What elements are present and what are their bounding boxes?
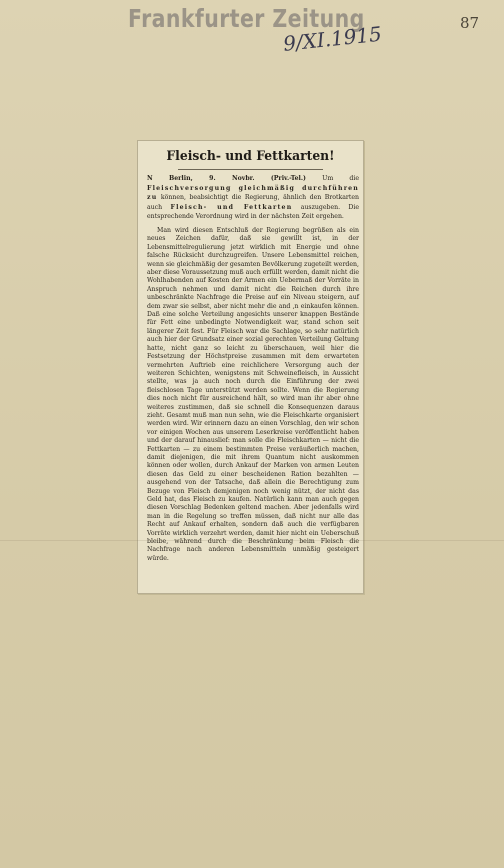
newspaper-clipping [137,140,364,594]
paper-fold-line [0,540,504,541]
lead-spaced-2: Fleisch- und Fettkarten [170,203,293,211]
article-lead [147,174,359,222]
article-body [147,227,359,563]
handwritten-date: 9/XI.1915 [282,21,383,56]
lead-text-2: können, beabsichtigt die Regierung, ähnlich den Brotkarten auch [147,194,359,211]
lead-spaced-1: Fleischversorgung gleichmäßig durchführen zu [147,184,359,201]
lead-text-3: auszugeben. Die entsprechende Verordnung wird in der nächsten Zeit ergehen. [147,203,360,220]
lead-text-1: Um die [305,175,359,182]
article-dateline: N Berlin, 9. Novbr. (Priv.-Tel.) [147,175,306,182]
newspaper-masthead: Frankfurter Zeitung [128,4,365,33]
article-body-paragraph: Man wird diesen Entschluß der Regierung begrüßen als ein neues Zeichen dafür, daß sie gewillt ist, in der Lebensmittelregulierung jetzt wirklich mit Energie und ohne falsche Rücksicht durchzugreifen. Unsere Lebensmittel reichen, wenn sie gleichmäßig der gesamten Bevölkerung zugeteilt werden, aber diese Voraussetzung muß auch erfüllt werden, damit nicht die Wohlhabenden auf Kosten der Armen ein Uebermaß der Vorräte in Anspruch nehmen und damit nicht die Reichen durch ihre unbeschränkte Nachfrage die Preise auf ein Niveau steigern, auf dem zwar sie selbst, aber nicht mehr die and ,n einkaufen können. Daß eine solche Verteilung angesichts unserer knappen Bestände für Fett eine unbedingte Notwendigkeit war, stand schon seit längerer Zeit fest. Für Fleisch war die Sachlage, so sehr natürlich auch hier der Grundsatz einer sozial gerechten Verteilung Geltung hatte, nicht ganz so leicht zu überschauen, weil hier die Festsetzung der Höchstpreise zusammen mit dem erwarteten vermehrten Auftrieb eine reichlichere Versorgung auch der weiteren Schichten, wenigstens mit Schweinefleisch, in Aussicht stellte, was ja auch noch durch die Einführung der zwei fleischlosen Tage unterstützt werden sollte. Wenn die Regierung dies noch nicht für ausreichend hält, so wird man ihr aber ohne weiteres zustimmen, daß sie schnell die Konsequenzen daraus zieht. Gesamt muß man nun sehn, wie die Fleischkarte organisiert werden wird. Wir erinnern dazu an einen Vorschlag, den wir schon vor einigen Wochen aus unserem Leserkreise veröffentlicht haben und der darauf hinauslief: man solle die Fleischkarten — nicht die Fettkarten — zu einem bestimmten Preise veräußerlich machen, damit diejenigen, die mit ihrem Quantum nicht auskommen können oder wollen, durch Ankauf der Marken von armen Leuten diesen das Geld zu einer bescheidenen Ration bezahlten — ausgehend von der Tatsache, daß allein die Berechtigung zum Bezuge von Fleisch demjenigen noch wenig nützt, der nicht das Geld hat, das Fleisch zu kaufen. Natürlich kann man auch gegen diesen Vorschlag Bedenken geltend machen. Aber jedenfalls wird man in die Regelung so treffen müssen, daß nicht nur alle das Recht auf Ankauf erhalten, sondern daß auch die verfügbaren Vorräte wirklich verzehrt werden, damit hier nicht ein Ueberschuß bleibe, während durch die Beschränkung beim Fleisch die Nachfrage nach anderen Lebensmitteln unmäßig gesteigert würde. [147,227,359,562]
article-headline: Fleisch- und Fettkarten! [166,149,335,164]
page-number: 87 [460,14,480,32]
headline-rule [178,169,323,170]
